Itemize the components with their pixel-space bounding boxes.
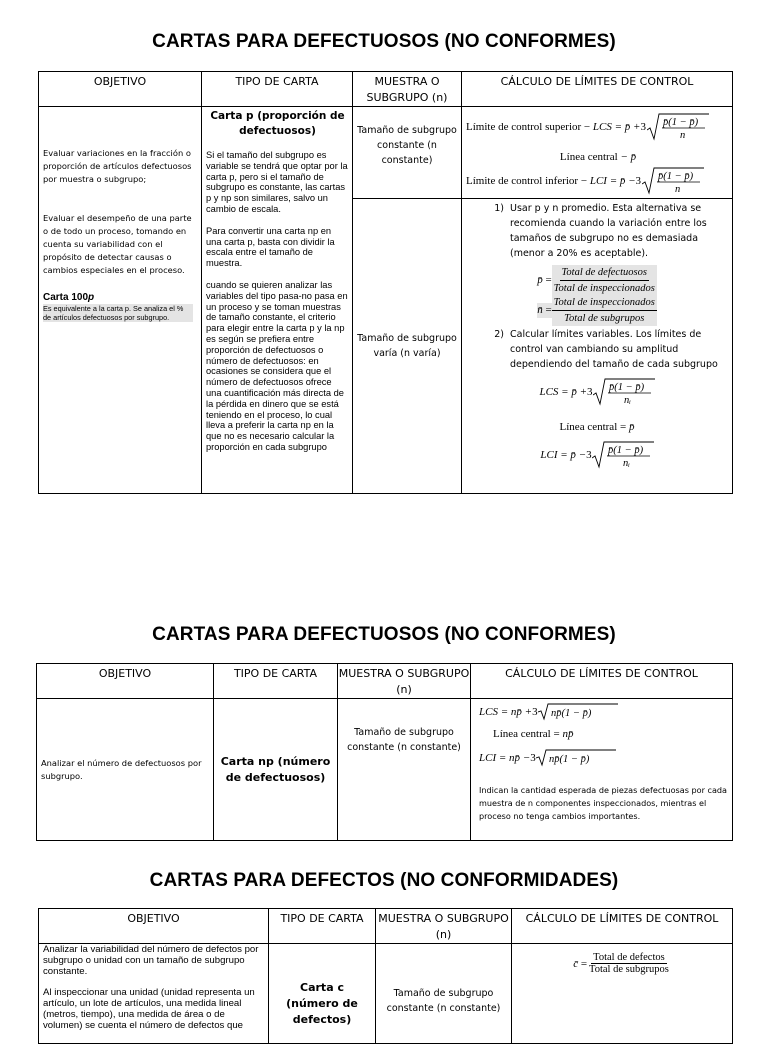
lci-formula: Límite de control inferior − LCI = p̄ − 3 p̄(1 − p̄) n bbox=[466, 165, 730, 197]
tipo-paragraph-3: cuando se quieren analizar las variables del tipo pasa-no pasa en un proceso y se toman muestras de tamaño constante, el criterio para elegir entre la carta p y la np es según se prefiera entre proporción de defectuosos o número de defectuosos: en ocasiones se considera que el número de defectuosos ofrece una cuantificación más directa de la pérdida en dinero que se está teniendo en el proceso, lo cual lleva a preferir la carta np en la que no es necesario calcular la proporción en cada subgrupo bbox=[206, 279, 348, 452]
objetivo-cell bbox=[37, 699, 214, 841]
carta100-block bbox=[43, 285, 198, 322]
carta100-title: Carta 100p bbox=[43, 292, 95, 303]
svg-text:nᵢ: nᵢ bbox=[623, 395, 631, 406]
lci-var-formula: LCI = p̄ − 3 p̄(1 − p̄) nᵢ bbox=[466, 441, 728, 469]
muestra-cell bbox=[376, 944, 512, 1044]
objetivo-text-2: Evaluar el desempeño de una parte o de todo un proceso, tomando en cuenta su variabilidad con el propósito de detectar causas o cambios especiales en el proceso. bbox=[43, 213, 192, 275]
lc-var-formula: Línea central = p̄ bbox=[559, 421, 635, 433]
muestra-cell bbox=[338, 699, 471, 841]
svg-text:np̄(1 − p̄): np̄(1 − p̄) bbox=[548, 754, 590, 765]
nbar-den: Total de subgrupos bbox=[564, 312, 645, 324]
objetivo-text: Analizar el número de defectuosos por subgrupo. bbox=[41, 757, 202, 781]
svg-text:p̄(1 − p̄): p̄(1 − p̄) bbox=[658, 171, 694, 182]
pbar-den: Total de inspeccionados bbox=[553, 282, 655, 294]
muestra-constante bbox=[353, 107, 462, 199]
header-calculo: CÁLCULO DE LÍMITES DE CONTROL bbox=[471, 664, 733, 699]
header-tipo: TIPO DE CARTA bbox=[214, 664, 338, 699]
lc-var-label: Línea central bbox=[559, 421, 618, 433]
header-objetivo: OBJETIVO bbox=[39, 909, 269, 944]
tipo-cell bbox=[202, 107, 353, 494]
pbar-formula: p̄ = $\frac{\text{Total de defectuosos}}{\text{Total de inspeccionados}}$ bbox=[537, 266, 655, 294]
item-2-number: 2) bbox=[494, 329, 504, 340]
lci-np-formula: LCI = np̄ − 3 np̄(1 − p̄) bbox=[479, 748, 728, 768]
svg-text:n: n bbox=[679, 130, 686, 141]
item-1-text: Usar p y n promedio. Esta alternativa se recomienda cuando la variación entre los tamaños de subgrupo no es demasiada (menor a 20% es aceptable). bbox=[510, 203, 707, 259]
tipo-title: Carta c (número de defectos) bbox=[286, 981, 358, 1026]
muestra-constante-text: Tamaño de subgrupo constante (n constante) bbox=[357, 125, 457, 166]
muestra-varia-text: Tamaño de subgrupo varía (n varía) bbox=[357, 333, 457, 359]
section1-title: CARTAS PARA DEFECTUOSOS (NO CONFORMES) bbox=[152, 31, 616, 52]
objetivo-cell bbox=[39, 944, 269, 1044]
header-calculo: CÁLCULO DE LÍMITES DE CONTROL bbox=[512, 909, 733, 944]
sqrt-symbol bbox=[538, 703, 618, 721]
objetivo-cell bbox=[39, 107, 202, 494]
formulas-varia bbox=[462, 199, 733, 494]
lc-np-label: Línea central bbox=[493, 728, 551, 740]
svg-text:nᵢ: nᵢ bbox=[622, 458, 630, 469]
lci-label: Límite de control inferior bbox=[466, 175, 579, 187]
lcs-np-formula: LCS = np̄ + 3 np̄(1 − p̄) bbox=[479, 702, 728, 722]
header-muestra: MUESTRA O SUBGRUPO (n) bbox=[353, 72, 462, 107]
lcs-label: Límite de control superior bbox=[466, 121, 582, 133]
objetivo-text-1: Evaluar variaciones en la fracción o proporción de artículos defectuosos por muestra o subgrupo; bbox=[43, 148, 192, 184]
tipo-paragraph-1: Si el tamaño del subgrupo es variable se tendrá que optar por la carta p, pero si el tamaño de subgrupo es constante, las cartas p y np son similares, salvo un cambio de escala. bbox=[206, 150, 348, 214]
svg-text:p̄(1 − p̄): p̄(1 − p̄) bbox=[662, 117, 699, 128]
np-note: Indican la cantidad esperada de piezas defectuosas por cada muestra de n componentes inspeccionados, mientras el proceso no tenga cambios importantes. bbox=[479, 785, 728, 821]
header-tipo: TIPO DE CARTA bbox=[269, 909, 376, 944]
lc-label: Línea central bbox=[559, 151, 618, 163]
section2-title: CARTAS PARA DEFECTUOSOS (NO CONFORMES) bbox=[152, 624, 616, 645]
item-2-text: Calcular límites variables. Los límites de control van cambiando su amplitud dependiendo del tamaño de cada subgrupo bbox=[510, 329, 718, 370]
sqrt-symbol bbox=[647, 113, 709, 141]
lcs-var-formula: LCS = p̄ + 3 p̄(1 − p̄) nᵢ bbox=[466, 378, 728, 406]
cbar-formula: c̄ = $\frac{\text{Total de defectos}}{\text{Total de subgrupos}}$ bbox=[573, 952, 669, 975]
objetivo-text-2: Al inspeccionar una unidad (unidad representa un artículo, un lote de artículos, una medida lineal (metros, tiempo), una medida de área o de volumen) se cuenta el número de defectos que bbox=[43, 987, 255, 1031]
lc-formula: Línea central − p̄ bbox=[559, 151, 637, 163]
lcs-formula: Límite de control superior − LCS = p̄ + 3 p̄(1 − p̄) n bbox=[466, 111, 730, 143]
cbar-den: Total de subgrupos bbox=[589, 964, 669, 975]
formulas-cell bbox=[471, 699, 733, 841]
header-calculo: CÁLCULO DE LÍMITES DE CONTROL bbox=[462, 72, 733, 107]
svg-text:n: n bbox=[675, 184, 681, 195]
item-2 bbox=[466, 327, 728, 372]
muestra-text: Tamaño de subgrupo constante (n constante) bbox=[347, 727, 461, 753]
lc-np-formula: Línea central = np̄ bbox=[493, 728, 574, 740]
header-tipo: TIPO DE CARTA bbox=[202, 72, 353, 107]
nbar-formula: n̄ = $\frac{\text{Total de inspeccionados}}{\text{Total de subgrupos}}$ bbox=[537, 296, 655, 324]
tipo-cell bbox=[269, 944, 376, 1044]
section2-table bbox=[36, 663, 733, 841]
nbar-num: Total de inspeccionados bbox=[552, 295, 657, 311]
section1-table bbox=[38, 71, 733, 494]
section3-title: CARTAS PARA DEFECTOS (NO CONFORMIDADES) bbox=[149, 870, 619, 891]
sqrt-symbol bbox=[536, 749, 616, 767]
sqrt-symbol bbox=[592, 441, 654, 469]
header-objetivo: OBJETIVO bbox=[39, 72, 202, 107]
tipo-title: Carta p (proporción de defectuosos) bbox=[210, 110, 345, 137]
svg-text:p̄(1 − p̄): p̄(1 − p̄) bbox=[608, 382, 644, 393]
formulas-cell bbox=[512, 944, 733, 1044]
cbar-num: Total de defectos bbox=[593, 952, 665, 963]
tipo-title: Carta np (número de defectuosos) bbox=[220, 754, 331, 784]
sqrt-symbol bbox=[593, 378, 655, 406]
sqrt-symbol bbox=[642, 167, 704, 195]
item-1-number: 1) bbox=[494, 203, 504, 214]
tipo-paragraph-2: Para convertir una carta np en una carta p, basta con dividir la escala entre el tamaño de muestra. bbox=[206, 225, 335, 269]
svg-text:p̄(1 − p̄): p̄(1 − p̄) bbox=[607, 445, 643, 456]
pbar-num: Total de defectuosos bbox=[560, 265, 649, 281]
item-1 bbox=[466, 201, 728, 261]
objetivo-text-1: Analizar la variabilidad del número de defectos por subgrupo o unidad con un tamaño de subgrupo constante. bbox=[43, 944, 259, 977]
tipo-cell bbox=[214, 699, 338, 841]
carta100-desc: Es equivalente a la carta p. Se analiza el % de artículos defectuosos por subgrupo. bbox=[43, 304, 193, 322]
header-muestra: MUESTRA O SUBGRUPO (n) bbox=[338, 664, 471, 699]
header-objetivo: OBJETIVO bbox=[37, 664, 214, 699]
header-muestra: MUESTRA O SUBGRUPO (n) bbox=[376, 909, 512, 944]
muestra-varia bbox=[353, 199, 462, 494]
svg-text:np̄(1 − p̄): np̄(1 − p̄) bbox=[550, 708, 591, 719]
muestra-text: Tamaño de subgrupo constante (n constante) bbox=[386, 988, 501, 1014]
formulas-constante bbox=[462, 107, 733, 199]
